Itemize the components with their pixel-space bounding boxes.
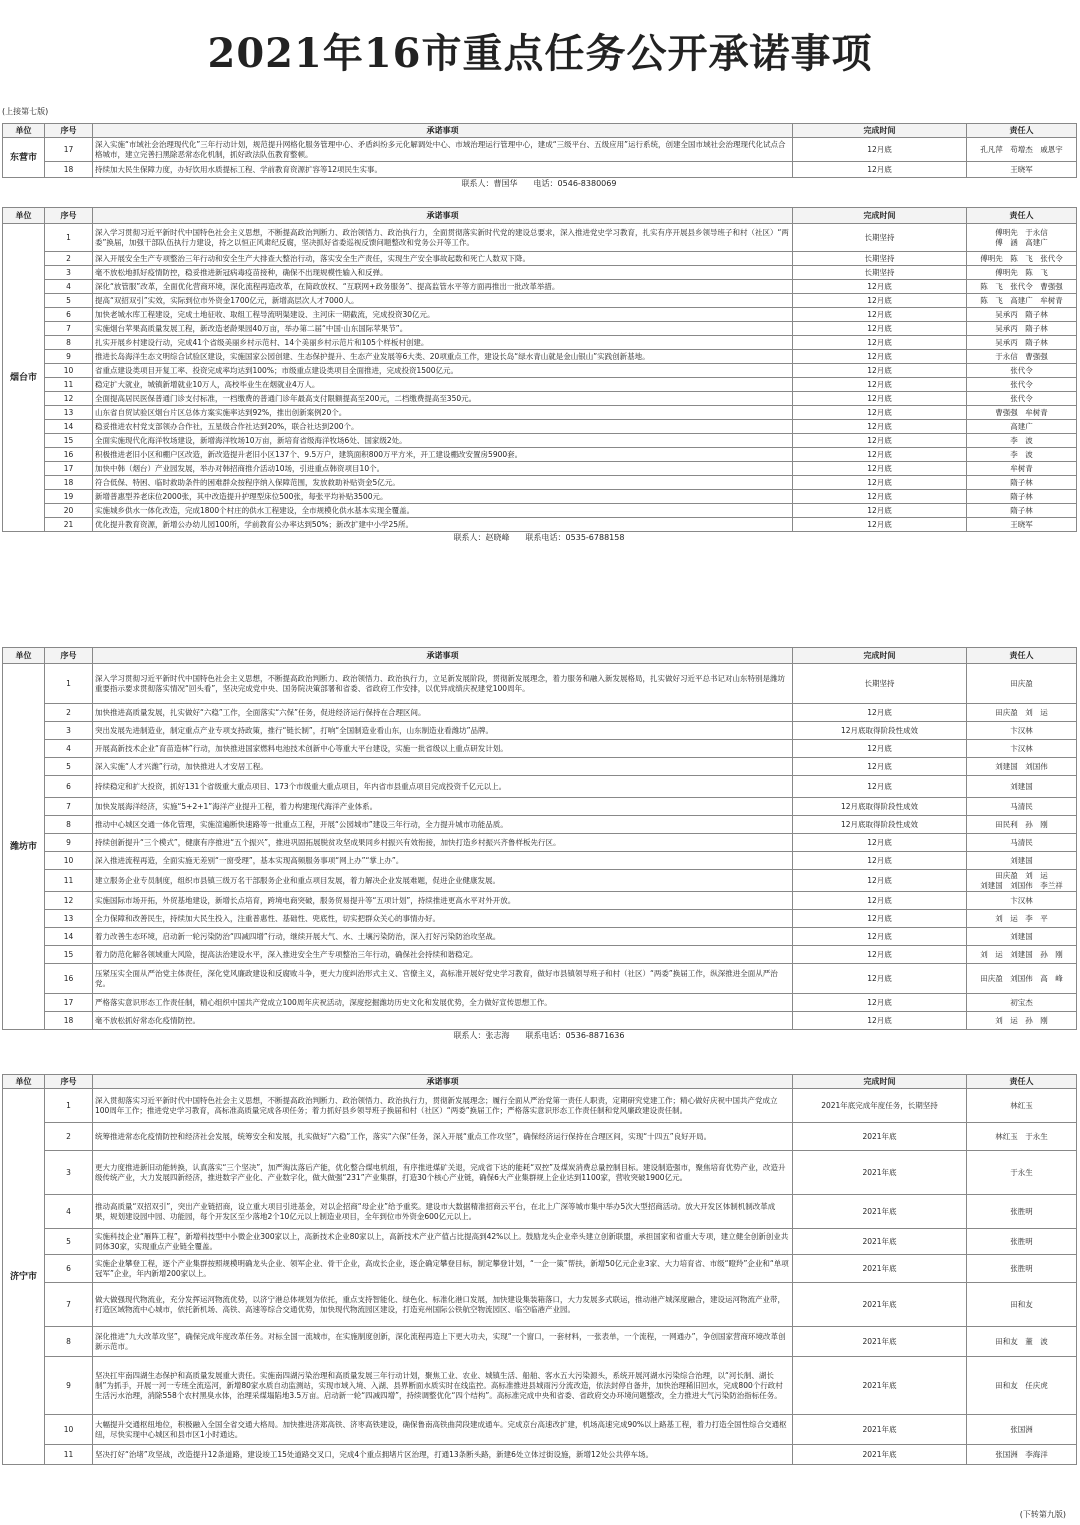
deadline: 2021年底 xyxy=(793,1357,967,1415)
row-number: 1 xyxy=(45,1089,93,1123)
responsible-person: 林红玉 xyxy=(967,1089,1077,1123)
deadline: 2021年底 xyxy=(793,1229,967,1255)
section-yantai xyxy=(2,207,1076,543)
deadline: 12月底 xyxy=(793,852,967,870)
responsible-person: 李 波 xyxy=(967,434,1077,448)
row-number: 12 xyxy=(45,392,93,406)
responsible-person: 张国洲 xyxy=(967,1415,1077,1445)
row-number: 8 xyxy=(45,1327,93,1357)
responsible-person: 王晓军 xyxy=(967,518,1077,532)
contact-info: 联系人：赵晓峰 联系电话：0535-6788158 xyxy=(453,533,625,542)
deadline-header: 完成时间 xyxy=(793,1075,967,1089)
task-text: 推进长岛海洋生态文明综合试验区建设，实施国家公园创建、生态保护提升、生态产业发展等6大类、20项重点工作，建设长岛“绿水青山就是金山银山”实践创新基地。 xyxy=(93,350,793,364)
responsible-person: 李 波 xyxy=(967,448,1077,462)
responsible-person: 张代令 xyxy=(967,378,1077,392)
contact-info: 联系人：张志海 联系电话：0536-8871636 xyxy=(453,1031,625,1040)
table-row xyxy=(3,378,1077,392)
deadline: 12月底 xyxy=(793,740,967,758)
deadline: 2021年底完成年度任务，长期坚持 xyxy=(793,1089,967,1123)
task-text: 稳定扩大就业，城镇新增就业10万人，高校毕业生在烟就业4万人。 xyxy=(93,378,793,392)
table-row xyxy=(3,740,1077,758)
table-row xyxy=(3,138,1077,162)
responsible-person: 卞汉林 xyxy=(967,892,1077,910)
responsible-person: 田民利 孙 刚 xyxy=(967,816,1077,834)
task-header: 承诺事项 xyxy=(93,648,793,664)
table-row xyxy=(3,834,1077,852)
row-number: 6 xyxy=(45,776,93,798)
task-text: 推动高质量“双招双引”，突出产业链招商，设立重大项目引进基金，对以企招商“母企业”给予重奖。建设市大数据精准招商云平台，在北上广深等城市集中举办5次大型招商活动。放大开发区体制机制改革成果，规划建设园中园、功能园，每个开发区至少落地2个10亿元以上制造业项目，全年到位市外资金600亿元以上。 xyxy=(93,1195,793,1229)
task-text: 符合低保、特困、临时救助条件的困难群众按程序纳入保障范围，发放救助补贴资金5亿元。 xyxy=(93,476,793,490)
table-row xyxy=(3,406,1077,420)
responsible-person: 田庆盈 刘国伟 高 峰 xyxy=(967,964,1077,994)
task-text: 着力防范化解各领域重大风险，提高法治建设水平，深入推进安全生产专项整治三年行动，确保社会持续和谐稳定。 xyxy=(93,946,793,964)
deadline: 12月底 xyxy=(793,350,967,364)
deadline: 12月底 xyxy=(793,892,967,910)
row-number: 15 xyxy=(45,946,93,964)
task-text: 开展高新技术企业“育苗造林”行动，加快推进国家燃料电池技术创新中心等重大平台建设，实施一批省级以上重点研发计划。 xyxy=(93,740,793,758)
unit-cell: 潍坊市 xyxy=(3,664,45,1030)
unit-header: 单位 xyxy=(3,124,45,138)
row-number: 11 xyxy=(45,378,93,392)
task-header: 承诺事项 xyxy=(93,124,793,138)
deadline-header: 完成时间 xyxy=(793,208,967,224)
table-row xyxy=(3,280,1077,294)
number-header: 序号 xyxy=(45,124,93,138)
task-text: 实施国际市场开拓，外贸基地建设，新增长点培育，跨境电商突破，服务贸易提升等“五项计划”，持续推进更高水平对外开放。 xyxy=(93,892,793,910)
task-text: 深化推进“九大改革攻坚”，确保完成年度改革任务。对标全国一流城市，在实施制度创新，深化流程再造上下更大功夫，实现“一个窗口，一套材料，一张表单，一个流程，一网通办”，争创国家营商环境改革创新示范市。 xyxy=(93,1327,793,1357)
row-number: 1 xyxy=(45,664,93,704)
table-row xyxy=(3,1012,1077,1030)
task-text: 加快发展海洋经济，实施“5+2+1”海洋产业提升工程，着力构建现代海洋产业体系。 xyxy=(93,798,793,816)
row-number: 17 xyxy=(45,138,93,162)
table-row xyxy=(3,722,1077,740)
deadline: 12月底 xyxy=(793,406,967,420)
task-text: 着力改善生态环境，启动新一轮污染防治“四减四增”行动，继续开展大气、水、土壤污染防治，深入打好污染防治攻坚战。 xyxy=(93,928,793,946)
row-number: 3 xyxy=(45,1151,93,1195)
table-row xyxy=(3,1089,1077,1123)
table-row xyxy=(3,1195,1077,1229)
task-text: 推动中心城区交通一体化管理，实施渲遍断快速路等一批重点工程，开展“公园城市”建设三年行动，全力提升城市功能品质。 xyxy=(93,816,793,834)
task-text: 全面提高居民医保普通门诊支付标准，一档缴费的普通门诊年最高支付限额提高至200元，二档缴费提高至350元。 xyxy=(93,392,793,406)
task-text: 毫不放松抓好常态化疫情防控。 xyxy=(93,1012,793,1030)
deadline: 长期坚持 xyxy=(793,224,967,252)
task-text: 实施科技企业“雁阵工程”，新增科技型中小微企业300家以上，高新技术企业80家以上，高新技术产业产值占比提高到42%以上。鼓励龙头企业牵头建立创新联盟，承担国家和省重大专项，建立健全创新创业共同体30家，实现重点产业链全覆盖。 xyxy=(93,1229,793,1255)
deadline: 12月底 xyxy=(793,378,967,392)
row-number: 5 xyxy=(45,1229,93,1255)
table-row xyxy=(3,434,1077,448)
row-number: 17 xyxy=(45,994,93,1012)
deadline: 12月底 xyxy=(793,448,967,462)
deadline: 12月底 xyxy=(793,946,967,964)
responsible-person: 隋子林 xyxy=(967,476,1077,490)
table-row xyxy=(3,392,1077,406)
table-row xyxy=(3,798,1077,816)
row-number: 21 xyxy=(45,518,93,532)
row-number: 1 xyxy=(45,224,93,252)
task-text: 深入实施“市域社会治理现代化”三年行动计划，规范提升网格化服务管理中心、矛盾纠纷多元化解调处中心、市域治理运行管理中心，建成“三级平台、五级应用”运行系统，创建全国市域社会治理现代化试点合格城市，建立完善扫黑除恶常态化机制，抓好政法队伍教育整顿。 xyxy=(93,138,793,162)
deadline: 12月底 xyxy=(793,476,967,490)
responsible-person: 于永信 曹强强 xyxy=(967,350,1077,364)
row-number: 2 xyxy=(45,252,93,266)
task-text: 深入学习贯彻习近平新时代中国特色社会主义思想，不断提高政治判断力、政治领悟力、政治执行力，立足新发展阶段，贯彻新发展理念，着力服务和融入新发展格局，扎实做好习近平总书记对山东特别是潍坊重要指示要求贯彻落实情况“回头看”，坚决完成党中央、国务院决策部署和省委、省政府工作安排，以优异成绩庆祝建党100周年。 xyxy=(93,664,793,704)
row-number: 18 xyxy=(45,476,93,490)
deadline: 12月底 xyxy=(793,392,967,406)
deadline: 12月底取得阶段性成效 xyxy=(793,816,967,834)
row-number: 5 xyxy=(45,294,93,308)
responsible-person: 刘 运 刘建国 孙 刚 xyxy=(967,946,1077,964)
deadline: 12月底取得阶段性成效 xyxy=(793,798,967,816)
responsible-person: 傅明先 陈 飞 xyxy=(967,266,1077,280)
table-row xyxy=(3,448,1077,462)
table-row xyxy=(3,1255,1077,1283)
deadline: 12月底 xyxy=(793,322,967,336)
task-text: 严格落实意识形态工作责任制，精心组织中国共产党成立100周年庆祝活动，深度挖掘潍坊历史文化和发展优势，全力做好宣传思想工作。 xyxy=(93,994,793,1012)
deadline: 12月底 xyxy=(793,910,967,928)
responsible-header: 责任人 xyxy=(967,648,1077,664)
table-row xyxy=(3,462,1077,476)
deadline: 12月底 xyxy=(793,162,967,178)
task-text: 深入实施“人才兴潍”行动，加快推进人才安居工程。 xyxy=(93,758,793,776)
table-row xyxy=(3,892,1077,910)
row-number: 4 xyxy=(45,1195,93,1229)
table-row xyxy=(3,350,1077,364)
deadline: 12月底 xyxy=(793,138,967,162)
table-row xyxy=(3,946,1077,964)
row-number: 19 xyxy=(45,490,93,504)
task-text: 积极推进老旧小区和棚户区改造，新改造提升老旧小区137个、9.5万户，建筑面积800万平方米，开工建设棚改安置房5900套。 xyxy=(93,448,793,462)
deadline: 长期坚持 xyxy=(793,252,967,266)
page-title: 2021年16市重点任务公开承诺事项 xyxy=(207,30,873,77)
deadline: 12月底 xyxy=(793,758,967,776)
responsible-person: 刘 运 孙 刚 xyxy=(967,1012,1077,1030)
responsible-person: 马清民 xyxy=(967,834,1077,852)
deadline: 2021年底 xyxy=(793,1327,967,1357)
table-row xyxy=(3,308,1077,322)
task-text: 做大做强现代物流业，充分发挥运河物流优势，以济宁港总体规划为依托，重点支持智能化、绿色化、标准化港口发展，加快建设集装箱落口，大力发展多式联运，推动港产城深度融合，建设运河物流产业带，打造区域物流中心城市，依托新机场、高铁、高速等综合交通优势，加快现代物流园区建设，打造兖州国际公铁航空物流园区、临空临港产业园。 xyxy=(93,1283,793,1327)
table-row xyxy=(3,1151,1077,1195)
responsible-person: 隋子林 xyxy=(967,504,1077,518)
task-text: 持续稳定和扩大投资，抓好131个省级重大重点项目、173个市级重大重点项目，年内省市县重点项目完成投资千亿元以上。 xyxy=(93,776,793,798)
task-text: 深入贯彻落实习近平新时代中国特色社会主义思想，不断提高政治判断力、政治领悟力、政治执行力，贯彻新发展理念；履行全面从严治党第一责任人职责，定期研究党建工作；精心做好庆祝中国共产党成立100周年工作；推进党史学习教育，高标准高质量完成各项任务；着力抓好县乡领导班子换届和村（社区）“两委”换届工作；严格落实意识形态工作责任制和党风廉政建设责任制。 xyxy=(93,1089,793,1123)
task-text: 加快老城水库工程建设，完成土地征收、取组工程导流明渠建设、主河床一期截流，完成投资30亿元。 xyxy=(93,308,793,322)
responsible-person: 吴承丙 隋子林 xyxy=(967,322,1077,336)
row-number: 15 xyxy=(45,434,93,448)
row-number: 17 xyxy=(45,462,93,476)
task-text: 深入推进流程再造，全面实施无差别“一窗受理”，基本实现高频服务事项“网上办”“掌上办”。 xyxy=(93,852,793,870)
deadline: 12月底 xyxy=(793,776,967,798)
table-row xyxy=(3,294,1077,308)
task-text: 深入学习贯彻习近平新时代中国特色社会主义思想，不断提高政治判断力、政治领悟力、政治执行力，全面贯彻落实新时代党的建设总要求，深入推进党史学习教育，扎实有序开展县乡领导班子和村（社区）“两委”换届，加强干部队伍执行力建设，持之以恒正风肃纪反腐，坚决抓好省委巡视反馈问题整改和党务公开等工作。 xyxy=(93,224,793,252)
number-header: 序号 xyxy=(45,648,93,664)
responsible-person: 田和友 董 波 xyxy=(967,1327,1077,1357)
row-number: 4 xyxy=(45,740,93,758)
unit-header: 单位 xyxy=(3,648,45,664)
deadline: 12月底 xyxy=(793,308,967,322)
responsible-person: 孔凡萍 苟增杰 戚恩宇 xyxy=(967,138,1077,162)
table-row xyxy=(3,758,1077,776)
deadline: 12月底 xyxy=(793,280,967,294)
task-text: 持续加大民生保障力度，办好饮用水质提标工程、学前教育资源扩容等12项民生实事。 xyxy=(93,162,793,178)
deadline: 2021年底 xyxy=(793,1195,967,1229)
responsible-person: 田和友 xyxy=(967,1283,1077,1327)
table-row xyxy=(3,910,1077,928)
table-row xyxy=(3,224,1077,252)
responsible-header: 责任人 xyxy=(967,1075,1077,1089)
responsible-person: 陈 飞 张代令 曹强强 xyxy=(967,280,1077,294)
responsible-person: 刘建国 xyxy=(967,852,1077,870)
row-number: 5 xyxy=(45,758,93,776)
task-text: 省重点建设类项目开复工率、投资完成率均达到100%；市级重点建设类项目全面推进，完成投资1500亿元。 xyxy=(93,364,793,378)
unit-header: 单位 xyxy=(3,1075,45,1089)
row-number: 10 xyxy=(45,364,93,378)
deadline: 12月底 xyxy=(793,928,967,946)
row-number: 9 xyxy=(45,834,93,852)
row-number: 12 xyxy=(45,892,93,910)
responsible-header: 责任人 xyxy=(967,208,1077,224)
row-number: 7 xyxy=(45,322,93,336)
deadline: 2021年底 xyxy=(793,1255,967,1283)
task-header: 承诺事项 xyxy=(93,1075,793,1089)
unit-cell: 济宁市 xyxy=(3,1089,45,1465)
responsible-person: 吴承丙 隋子林 xyxy=(967,308,1077,322)
table-row xyxy=(3,964,1077,994)
contact-info: 联系人：曹国华 电话：0546-8380069 xyxy=(461,179,617,188)
row-number: 13 xyxy=(45,406,93,420)
task-text: 实施烟台苹果高质量发展工程，新改造老龄果园40万亩，举办第二届“中国·山东国际苹果节”。 xyxy=(93,322,793,336)
deadline: 2021年底 xyxy=(793,1123,967,1151)
task-text: 压紧压实全面从严治党主体责任，深化党风廉政建设和反腐败斗争，更大力度纠治形式主义、官僚主义，高标准开展好党史学习教育，做好市县镇领导班子和村（社区）“两委”换届工作，纵深推进全面从严治党。 xyxy=(93,964,793,994)
table-row xyxy=(3,1357,1077,1415)
row-number: 6 xyxy=(45,308,93,322)
responsible-person: 张胜明 xyxy=(967,1255,1077,1283)
deadline: 12月底 xyxy=(793,420,967,434)
row-number: 10 xyxy=(45,852,93,870)
table-row xyxy=(3,664,1077,704)
task-text: 新增普惠型养老床位2000张，其中改造提升护理型床位500张，每张平均补贴3500元。 xyxy=(93,490,793,504)
row-number: 4 xyxy=(45,280,93,294)
table-row xyxy=(3,704,1077,722)
row-number: 7 xyxy=(45,1283,93,1327)
responsible-person: 刘 运 李 平 xyxy=(967,910,1077,928)
deadline: 12月底 xyxy=(793,434,967,448)
deadline-header: 完成时间 xyxy=(793,648,967,664)
responsible-person: 田庆盈 xyxy=(967,664,1077,704)
responsible-person: 刘建国 xyxy=(967,928,1077,946)
row-number: 6 xyxy=(45,1255,93,1283)
row-number: 18 xyxy=(45,1012,93,1030)
table-row xyxy=(3,476,1077,490)
task-text: 优化提升教育资源，新增公办幼儿园100所，学前教育公办率达到50%；新改扩建中小学25所。 xyxy=(93,518,793,532)
responsible-person: 张国洲 李海洋 xyxy=(967,1445,1077,1465)
responsible-person: 王晓军 xyxy=(967,162,1077,178)
row-number: 7 xyxy=(45,798,93,816)
continued-to-note: (下转第九版) xyxy=(1019,1510,1066,1519)
unit-cell: 东营市 xyxy=(3,138,45,178)
continued-from-note: (上接第七版) xyxy=(2,107,49,116)
table-row xyxy=(3,852,1077,870)
row-number: 16 xyxy=(45,964,93,994)
section-jining xyxy=(2,1074,1076,1465)
deadline: 12月底 xyxy=(793,462,967,476)
table-row xyxy=(3,928,1077,946)
deadline: 12月底 xyxy=(793,364,967,378)
responsible-person: 初宝杰 xyxy=(967,994,1077,1012)
row-number: 3 xyxy=(45,266,93,280)
deadline: 长期坚持 xyxy=(793,266,967,280)
responsible-person: 田和友 任庆虎 xyxy=(967,1357,1077,1415)
deadline: 2021年底 xyxy=(793,1415,967,1445)
task-text: 稳妥推进农村党支部领办合作社，五星级合作社达到20%，联合社达到200个。 xyxy=(93,420,793,434)
task-text: 全力保障和改善民生，持续加大民生投入，注重普惠性、基础性、兜底性，切实把群众关心的事情办好。 xyxy=(93,910,793,928)
deadline: 12月底 xyxy=(793,336,967,350)
row-number: 16 xyxy=(45,448,93,462)
deadline: 12月底 xyxy=(793,294,967,308)
deadline: 2021年底 xyxy=(793,1151,967,1195)
task-text: 更大力度推进新旧动能转换，认真落实“三个坚决”，加严淘汰落后产能，优化整合煤电机组，有序推进煤矿关退，完成省下达的能耗“双控”及煤炭消费总量控制目标。建设制造强市，聚焦培育优势产业，改造升级传统产业，大力发展四新经济，推进数字产业化、产业数字化，做大做强“231”产业集群，打造30个核心产业链，确保6大产业集群规上企业达到1100家，营收突破1900亿元。 xyxy=(93,1151,793,1195)
responsible-person: 卞汉林 xyxy=(967,722,1077,740)
responsible-person: 张胜明 xyxy=(967,1229,1077,1255)
row-number: 18 xyxy=(45,162,93,178)
table-row xyxy=(3,994,1077,1012)
responsible-person: 于永生 xyxy=(967,1151,1077,1195)
responsible-person: 林红玉 于永生 xyxy=(967,1123,1077,1151)
task-text: 突出发展先进制造业，制定重点产业专项支持政策，推行“链长制”，打响“全国制造业看山东，山东制造业看潍坊”品牌。 xyxy=(93,722,793,740)
row-number: 8 xyxy=(45,816,93,834)
table-row xyxy=(3,266,1077,280)
row-number: 8 xyxy=(45,336,93,350)
responsible-person: 吴承丙 隋子林 xyxy=(967,336,1077,350)
responsible-person: 张胜明 xyxy=(967,1195,1077,1229)
table-row xyxy=(3,420,1077,434)
task-text: 全面实施现代化海洋牧场建设，新增海洋牧场10万亩，新培育省级海洋牧场6处、国家级2处。 xyxy=(93,434,793,448)
task-header: 承诺事项 xyxy=(93,208,793,224)
table-row xyxy=(3,1415,1077,1445)
deadline: 12月底 xyxy=(793,1012,967,1030)
row-number: 11 xyxy=(45,870,93,892)
row-number: 9 xyxy=(45,1357,93,1415)
responsible-person: 牟树青 xyxy=(967,462,1077,476)
row-number: 14 xyxy=(45,928,93,946)
row-number: 14 xyxy=(45,420,93,434)
table-row xyxy=(3,504,1077,518)
deadline: 12月底 xyxy=(793,490,967,504)
deadline: 2021年底 xyxy=(793,1283,967,1327)
responsible-person: 刘建国 xyxy=(967,776,1077,798)
task-text: 坚决扛牢南四湖生态保护和高质量发展重大责任。实施南四湖污染治理和高质量发展三年行动计划，聚焦工业、农业、城镇生活、船舶、客水五大污染源头，系统开展河湖水污染综合治理，以“河长制、湖长制”为抓手，开展一河一专班全流巡河，新增80家水质自动监测站，实现市域入境、入湖、县界断面水质实时在线监控。高标准推进县城雨污分流改造，依法封停自备井，加快治理稀旧回水，完成800个行政村生活污水治理，消除558个农村黑臭水体，治理采煤塌陷地3.5万亩。启动新一轮“四减四增”，持续调整优化“四个结构”。高标准完成中央和省委、省政府交办环境问题整改，全力推进大气污染防治指标任务。 xyxy=(93,1357,793,1415)
table-row xyxy=(3,870,1077,892)
deadline: 12月底取得阶段性成效 xyxy=(793,722,967,740)
responsible-person: 田庆盈 刘 运 xyxy=(967,704,1077,722)
task-text: 持续创新提升“三个模式”，健康有序推进“五个振兴”，推进巩固拓展脱贫攻坚成果同乡村振兴有效衔接，加快打造乡村振兴齐鲁样板先行区。 xyxy=(93,834,793,852)
table-row xyxy=(3,1229,1077,1255)
deadline: 2021年底 xyxy=(793,1445,967,1465)
number-header: 序号 xyxy=(45,1075,93,1089)
row-number: 2 xyxy=(45,704,93,722)
responsible-person: 卞汉林 xyxy=(967,740,1077,758)
task-text: 建立服务企业专员制度，组织市县镇三级万名干部服务企业和重点项目发展，着力解决企业发展难题，促进企业健康发展。 xyxy=(93,870,793,892)
task-text: 提高“双招双引”实效，实际到位市外资金1700亿元，新增高层次人才7000人。 xyxy=(93,294,793,308)
deadline: 12月底 xyxy=(793,994,967,1012)
responsible-person: 傅明先 于永信 傅 涵 高建广 xyxy=(967,224,1077,252)
table-row xyxy=(3,490,1077,504)
task-text: 山东省自贸试验区烟台片区总体方案实施率达到92%，推出创新案例20个。 xyxy=(93,406,793,420)
responsible-person: 高建广 xyxy=(967,420,1077,434)
deadline: 12月底 xyxy=(793,518,967,532)
table-row xyxy=(3,162,1077,178)
responsible-person: 张代令 xyxy=(967,364,1077,378)
task-text: 实施城乡供水一体化改造，完成1800个村庄的供水工程建设，全市规模化供水基本实现全覆盖。 xyxy=(93,504,793,518)
table-row xyxy=(3,1445,1077,1465)
row-number: 20 xyxy=(45,504,93,518)
task-text: 扎实开展乡村建设行动，完成41个省级美丽乡村示范村、14个美丽乡村示范片和105个样板村创建。 xyxy=(93,336,793,350)
deadline: 12月底 xyxy=(793,704,967,722)
responsible-person: 傅明先 陈 飞 张代令 xyxy=(967,252,1077,266)
deadline: 长期坚持 xyxy=(793,664,967,704)
row-number: 13 xyxy=(45,910,93,928)
responsible-header: 责任人 xyxy=(967,124,1077,138)
section-weifang xyxy=(2,647,1076,1041)
responsible-person: 陈 飞 高建广 牟树青 xyxy=(967,294,1077,308)
row-number: 3 xyxy=(45,722,93,740)
table-row xyxy=(3,364,1077,378)
table-row xyxy=(3,1283,1077,1327)
row-number: 10 xyxy=(45,1415,93,1445)
row-number: 2 xyxy=(45,1123,93,1151)
table-row xyxy=(3,322,1077,336)
table-row xyxy=(3,252,1077,266)
task-text: 加快中韩（烟台）产业园发展，举办对韩招商推介活动10场，引进重点韩资项目10个。 xyxy=(93,462,793,476)
unit-cell: 烟台市 xyxy=(3,224,45,532)
responsible-person: 曹强强 牟树青 xyxy=(967,406,1077,420)
table-row xyxy=(3,776,1077,798)
deadline: 12月底 xyxy=(793,834,967,852)
table-row xyxy=(3,1327,1077,1357)
row-number: 11 xyxy=(45,1445,93,1465)
table-row xyxy=(3,1123,1077,1151)
deadline: 12月底 xyxy=(793,870,967,892)
task-text: 坚决打好“治堵”攻坚战，改造提升12条道路，建设竣工15处道路交叉口，完成4个重点拥堵片区治理，打通13条断头路，新建6处立体过街设施，新增12处公共停车场。 xyxy=(93,1445,793,1465)
responsible-person: 马清民 xyxy=(967,798,1077,816)
section-dongying xyxy=(2,123,1076,189)
responsible-person: 田庆盈 刘 运 刘建国 刘国伟 李兰祥 xyxy=(967,870,1077,892)
task-text: 实施企业攀登工程，逐个产业集群按照规模明确龙头企业、领军企业、骨干企业，高成长企业，逐企确定攀登目标，制定攀登计划，“一企一策”帮扶，新增50亿元企业3家、大力培育省、市级“瞪羚”企业和“单项冠军”企业，年内新增200家以上。 xyxy=(93,1255,793,1283)
table-row xyxy=(3,518,1077,532)
task-text: 毫不放松地抓好疫情防控，稳妥推进新冠病毒疫苗接种，确保不出现规模性输入和反弹。 xyxy=(93,266,793,280)
responsible-person: 张代令 xyxy=(967,392,1077,406)
table-row xyxy=(3,336,1077,350)
responsible-person: 刘建国 刘国伟 xyxy=(967,758,1077,776)
number-header: 序号 xyxy=(45,208,93,224)
row-number: 9 xyxy=(45,350,93,364)
unit-header: 单位 xyxy=(3,208,45,224)
deadline-header: 完成时间 xyxy=(793,124,967,138)
task-text: 深入开展安全生产专项整治三年行动和安全生产大排查大整治行动，落实安全生产责任，实现生产安全事故起数和死亡人数双下降。 xyxy=(93,252,793,266)
task-text: 深化“放管服”改革，全面优化营商环境，深化流程再造改革，在简政放权、“互联网+政务服务”、提高监管水平等方面再推出一批改革举措。 xyxy=(93,280,793,294)
deadline: 12月底 xyxy=(793,964,967,994)
responsible-person: 隋子林 xyxy=(967,490,1077,504)
task-text: 统筹推进常态化疫情防控和经济社会发展，统筹安全和发展，扎实做好“六稳”工作，落实“六保”任务，深入开展“重点工作攻坚”，确保经济运行保持在合理区间，实现“十四五”良好开局。 xyxy=(93,1123,793,1151)
task-text: 大幅提升交通枢纽地位，积极融入全国全省交通大格局。加快推进济郑高铁、济枣高铁建设，确保鲁南高铁曲菏段建成通车。完成京台高速改扩建，机场高速完成90%以上路基工程，着力打造全国性综合交通枢纽，尽快实现中心城区和县市区1小时通达。 xyxy=(93,1415,793,1445)
task-text: 加快推进高质量发展，扎实做好“六稳”工作，全面落实“六保”任务，促进经济运行保持在合理区间。 xyxy=(93,704,793,722)
deadline: 12月底 xyxy=(793,504,967,518)
table-row xyxy=(3,816,1077,834)
